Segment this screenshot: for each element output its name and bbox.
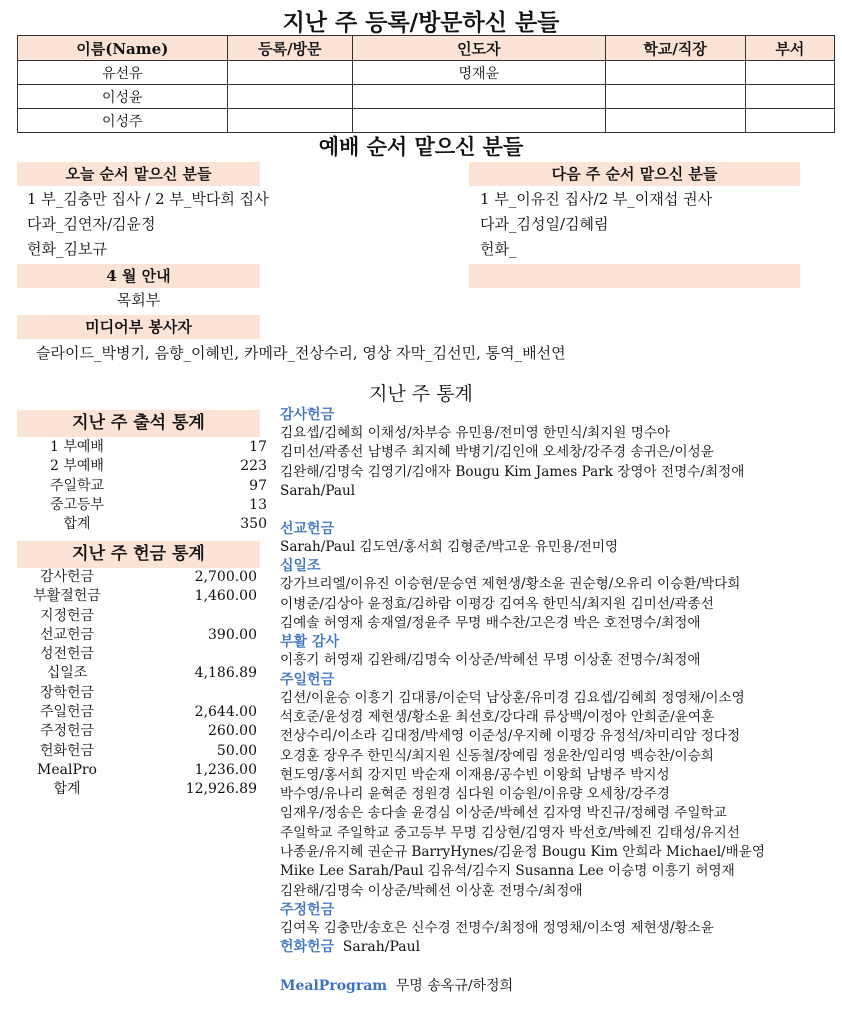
flower-offering-value: Sarah/Paul (342, 939, 421, 956)
offering-row (17, 664, 257, 683)
donor-line: 김완해/김명숙 이상준/박혜선 이상훈 전명수/최정애 (280, 882, 583, 899)
next-roles-header: 다음 주 순서 맡으신 분들 (469, 162, 800, 186)
visitor-work (605, 109, 745, 133)
offering-label: 주정헌금 (39, 723, 95, 740)
attendance-value: 97 (249, 477, 267, 494)
donor-line: Sarah/Paul (280, 482, 356, 499)
april-line: 목회부 (116, 291, 161, 309)
attendance-row (27, 477, 267, 496)
offering-row (17, 742, 257, 761)
offering-label: 헌화헌금 (39, 742, 95, 759)
sunday-offering-label: 주일헌금 (280, 671, 335, 688)
offering-label: 지정헌금 (39, 607, 95, 624)
next-role-line: 헌화_ (480, 240, 517, 258)
visitors-title: 지난 주 등록/방문하신 분들 (282, 9, 560, 36)
offering-value: 12,926.89 (185, 781, 257, 798)
meal-program-label: MealProgram (280, 977, 388, 994)
offering-label: 주일헌금 (39, 704, 95, 721)
visitors-header-dept: 부서 (745, 36, 834, 61)
offering-label: 감사헌금 (39, 569, 95, 585)
offering-row (17, 722, 257, 741)
juchung-offering-label: 주정헌금 (280, 901, 335, 918)
visitor-dept (745, 85, 834, 109)
offering-label: 부활절헌금 (33, 588, 101, 605)
donor-line: Mike Lee Sarah/Paul 김유석/김수지 Susanna Lee 이승명 이흥기 허영재 (280, 863, 735, 880)
service-title: 예배 순서 맡으신 분들 (318, 134, 524, 159)
thanks-offering-label: 감사헌금 (280, 407, 335, 423)
next-role-line: 다과_김성일/김혜림 (480, 215, 609, 233)
offering-row (17, 684, 257, 703)
visitor-work (605, 85, 745, 109)
donor-line: 김예솔 허영재 송재열/정윤주 무명 배수찬/고은경 박은 호전명수/최정애 (280, 615, 701, 632)
attendance-label: 중고등부 (49, 496, 105, 513)
offering-label: 장학헌금 (39, 684, 95, 701)
attendance-header: 지난 주 출석 통계 (17, 410, 260, 437)
flower-offering-label: 헌화헌금 (280, 939, 335, 956)
offering-value: 4,186.89 (194, 665, 257, 682)
visitor-work (605, 61, 745, 85)
offering-value: 2,700.00 (194, 569, 257, 585)
visitor-type (227, 109, 353, 133)
offering-value: 50.00 (216, 742, 257, 759)
offering-row (17, 607, 257, 626)
today-roles-header: 오늘 순서 맡으신 분들 (17, 162, 260, 186)
offering-value: 2,644.00 (194, 704, 257, 721)
attendance-label: 합계 (63, 516, 91, 533)
donor-line: 오경훈 장우주 한민식/최지원 신동철/장예림 정윤찬/임리영 백승찬/이승희 (280, 747, 714, 764)
offering-value (117, 645, 257, 664)
attendance-label: 주일학교 (49, 477, 105, 494)
offering-value: 390.00 (208, 626, 257, 643)
meal-program-line (280, 977, 832, 996)
attendance-table (27, 438, 267, 534)
offering-header: 지난 주 헌금 통계 (17, 541, 260, 568)
donor-line: 현도영/홍서희 강지민 박순재 이재용/공수빈 이왕희 남병주 박지성 (280, 766, 670, 783)
visitors-row (18, 109, 835, 133)
visitor-dept (745, 61, 834, 85)
offering-row (17, 645, 257, 664)
visitor-type (227, 61, 353, 85)
attendance-row (27, 515, 267, 534)
visitors-header-work: 학교/직장 (605, 36, 745, 61)
offering-value: 1,460.00 (194, 588, 257, 605)
donor-line: 주일학교 주일학교 중고등부 무명 김상현/김영자 박선호/박혜진 김태성/유지선 (280, 824, 740, 841)
visitors-header-type: 등록/방문 (227, 36, 353, 61)
visitor-name: 이성주 (18, 109, 228, 133)
visitor-dept (745, 109, 834, 133)
mission-offering-label: 선교헌금 (280, 521, 335, 538)
attendance-label: 1 부예배 (50, 439, 104, 455)
offering-row (17, 587, 257, 606)
easter-thanks-label: 부활 감사 (280, 634, 339, 651)
donor-line: 석호준/윤성경 제현생/황소윤 최선호/강다래 류상백/이정아 안희준/윤여훈 (280, 708, 715, 725)
offering-row (17, 780, 257, 799)
stats-title: 지난 주 통계 (369, 383, 473, 405)
offering-label: 선교헌금 (39, 626, 95, 643)
donor-line: 임재우/정송은 송다솔 윤경심 이상준/박혜선 김자영 박진규/정혜령 주일학교 (280, 805, 727, 822)
tithe-label: 십일조 (280, 558, 321, 575)
visitors-header-guide: 인도자 (353, 36, 605, 61)
offering-label: MealPro (37, 761, 97, 778)
attendance-row (27, 496, 267, 515)
donor-line: 김완해/김명숙 김영기/김애자 Bougu Kim James Park 장영아 전명수/최정애 (280, 463, 745, 480)
april-header: 4 월 안내 (17, 264, 260, 288)
donor-line: 이병준/김상아 윤정효/김하람 이평강 김여옥 한민식/최지원 김미선/곽종선 (280, 595, 714, 612)
offering-value: 260.00 (208, 723, 257, 740)
today-role-line: 1 부_김충만 집사 / 2 부_박다희 집사 (27, 190, 269, 208)
attendance-value: 350 (240, 516, 267, 533)
today-role-line: 헌화_김보규 (27, 240, 107, 258)
donor-line: 김요셉/김혜희 이채성/차부승 유민용/전미영 한민식/최지원 명수아 (280, 425, 671, 441)
donor-line: 박수영/유나리 윤혁준 정원경 심다원 이승원/이유량 오세창/강주경 (280, 786, 670, 803)
donor-line: 강가브리엘/이유진 이승현/문승연 제현생/황소윤 권순형/오유리 이승환/박다희 (280, 576, 741, 593)
offering-row (17, 568, 257, 587)
media-header: 미디어부 봉사자 (17, 315, 260, 339)
visitor-guide (353, 85, 605, 109)
next-april-placeholder (469, 264, 800, 288)
offering-row (17, 703, 257, 722)
visitors-header-name: 이름(Name) (18, 36, 228, 61)
flower-offering-line (280, 938, 832, 957)
donor-line: 김여옥 김충만/송호은 신수경 전명수/최정애 정영채/이소영 제현생/황소윤 (280, 919, 714, 936)
visitor-guide (353, 109, 605, 133)
donor-line: Sarah/Paul 김도연/홍서희 김형준/박고운 유민용/전미영 (280, 539, 619, 556)
meal-program-value: 무명 송옥규/하정희 (395, 977, 514, 994)
attendance-row (27, 457, 267, 476)
donor-lists (280, 406, 832, 996)
donor-line: 김션/이윤승 이흥기 김대룡/이순덕 남상훈/유미경 김요셉/김혜희 정영채/이소영 (280, 689, 745, 706)
attendance-value: 223 (240, 458, 267, 475)
visitors-row (18, 61, 835, 85)
offering-table (17, 568, 257, 800)
donor-line: 김미선/곽종선 남병주 최지혜 박병기/김인애 오세창/강주경 송귀은/이성윤 (280, 444, 714, 461)
visitor-type (227, 85, 353, 109)
donor-line: 나종윤/유지혜 권순규 BarryHynes/김윤정 Bougu Kim 안희라 Michael/배윤영 (280, 844, 766, 861)
offering-value (117, 684, 257, 703)
attendance-label: 2 부예배 (50, 458, 104, 475)
offering-value (117, 607, 257, 626)
offering-label: 성전헌금 (39, 646, 95, 663)
visitors-table (17, 35, 835, 133)
visitor-guide: 명재윤 (353, 61, 605, 85)
offering-value: 1,236.00 (194, 761, 257, 778)
today-role-line: 다과_김연자/김윤정 (27, 215, 156, 233)
visitor-name: 이성윤 (18, 85, 228, 109)
offering-row (17, 761, 257, 780)
visitors-row (18, 85, 835, 109)
attendance-value: 17 (249, 439, 267, 455)
attendance-value: 13 (249, 496, 267, 513)
attendance-row (27, 438, 267, 457)
offering-label: 십일조 (46, 665, 88, 682)
visitor-name: 유선유 (18, 61, 228, 85)
donor-line: 전상수리/이소라 김대정/박세영 이준성/우지혜 이평강 유정석/차미리암 정다정 (280, 728, 741, 745)
next-role-line: 1 부_이유진 집사/2 부_이재섭 권사 (480, 190, 713, 208)
media-line: 슬라이드_박병기, 음향_이혜빈, 카메라_전상수리, 영상 자막_김선민, 통역_배선연 (36, 344, 566, 362)
offering-row (17, 626, 257, 645)
donor-line: 이흥기 허영재 김완해/김명숙 이상준/박혜선 무명 이상훈 전명수/최정애 (280, 652, 701, 669)
offering-label: 합계 (53, 781, 81, 798)
